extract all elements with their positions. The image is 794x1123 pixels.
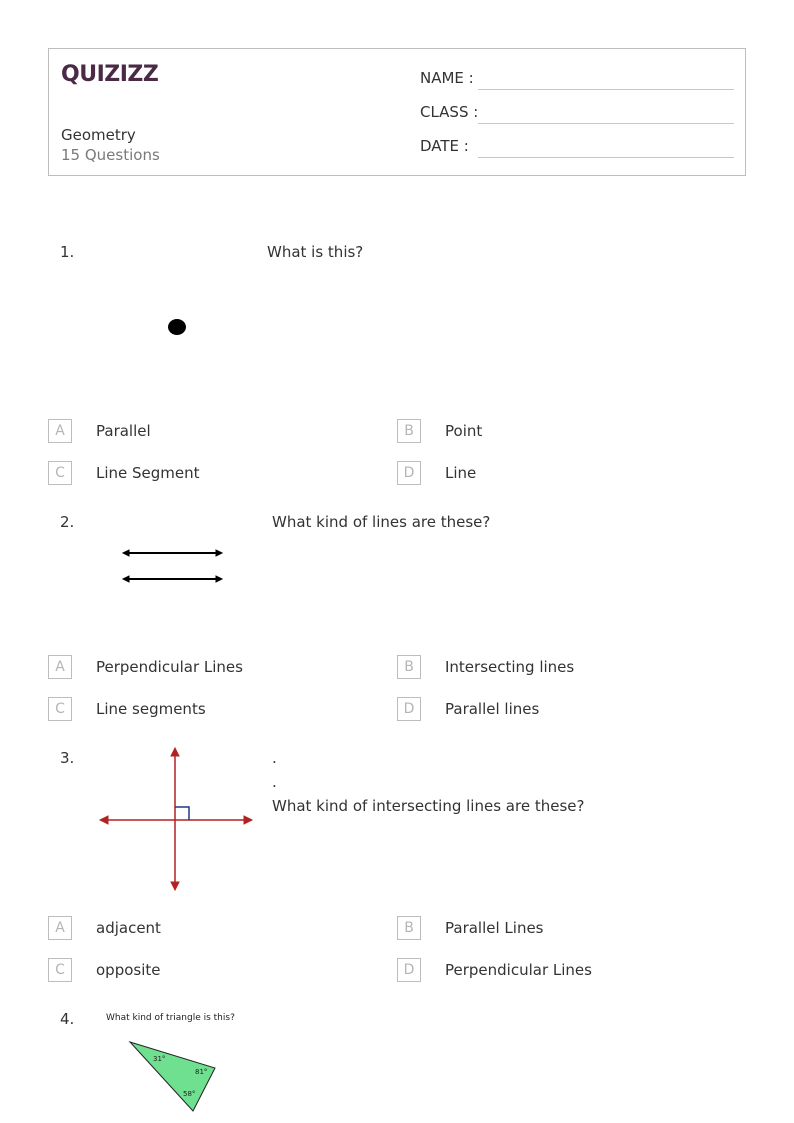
- angle-label: 31°: [153, 1055, 166, 1063]
- question-number: 2.: [60, 513, 75, 531]
- option-label[interactable]: Parallel: [96, 422, 151, 440]
- point-figure: [160, 310, 194, 344]
- option-letter-a[interactable]: A: [48, 916, 72, 940]
- angle-label: 58°: [183, 1090, 196, 1098]
- question-number: 3.: [60, 749, 75, 767]
- option-label[interactable]: Perpendicular Lines: [96, 658, 243, 676]
- question-text: What kind of lines are these?: [272, 513, 491, 531]
- question-number: 1.: [60, 243, 75, 261]
- question-dot: .: [272, 773, 277, 791]
- option-letter-a[interactable]: A: [48, 419, 72, 443]
- name-label: NAME :: [420, 69, 474, 87]
- worksheet-header: [48, 48, 746, 176]
- worksheet-title: Geometry: [61, 126, 136, 144]
- option-letter-c[interactable]: C: [48, 958, 72, 982]
- question-text: What is this?: [267, 243, 364, 261]
- option-letter-a[interactable]: A: [48, 655, 72, 679]
- question-text: What kind of intersecting lines are these?: [272, 797, 585, 815]
- option-label[interactable]: Perpendicular Lines: [445, 961, 592, 979]
- option-label[interactable]: opposite: [96, 961, 161, 979]
- option-label[interactable]: Line Segment: [96, 464, 200, 482]
- option-letter-d[interactable]: D: [397, 461, 421, 485]
- option-label[interactable]: Line: [445, 464, 477, 482]
- parallel-lines-figure: [118, 542, 228, 588]
- option-letter-d[interactable]: D: [397, 958, 421, 982]
- option-letter-b[interactable]: B: [397, 916, 421, 940]
- option-letter-c[interactable]: C: [48, 461, 72, 485]
- triangle-caption: What kind of triangle is this?: [106, 1013, 235, 1023]
- date-line[interactable]: [478, 157, 734, 158]
- name-line[interactable]: [478, 89, 734, 90]
- option-label[interactable]: Point: [445, 422, 483, 440]
- option-label[interactable]: Line segments: [96, 700, 206, 718]
- option-letter-b[interactable]: B: [397, 419, 421, 443]
- option-letter-c[interactable]: C: [48, 697, 72, 721]
- option-label[interactable]: Parallel lines: [445, 700, 540, 718]
- option-label[interactable]: Parallel Lines: [445, 919, 544, 937]
- option-letter-d[interactable]: D: [397, 697, 421, 721]
- svg-text:QUIZIZZ: QUIZIZZ: [61, 62, 159, 87]
- question-count: 15 Questions: [61, 146, 160, 164]
- option-label[interactable]: Intersecting lines: [445, 658, 575, 676]
- class-line[interactable]: [478, 123, 734, 124]
- quizizz-logo: [61, 59, 161, 89]
- class-label: CLASS :: [420, 103, 479, 121]
- date-label: DATE :: [420, 137, 469, 155]
- question-number: 4.: [60, 1010, 75, 1028]
- perpendicular-lines-figure: [96, 744, 256, 894]
- option-letter-b[interactable]: B: [397, 655, 421, 679]
- question-dot: .: [272, 749, 277, 767]
- angle-label: 81°: [195, 1068, 208, 1076]
- triangle-figure: [100, 1008, 250, 1118]
- option-label[interactable]: adjacent: [96, 919, 161, 937]
